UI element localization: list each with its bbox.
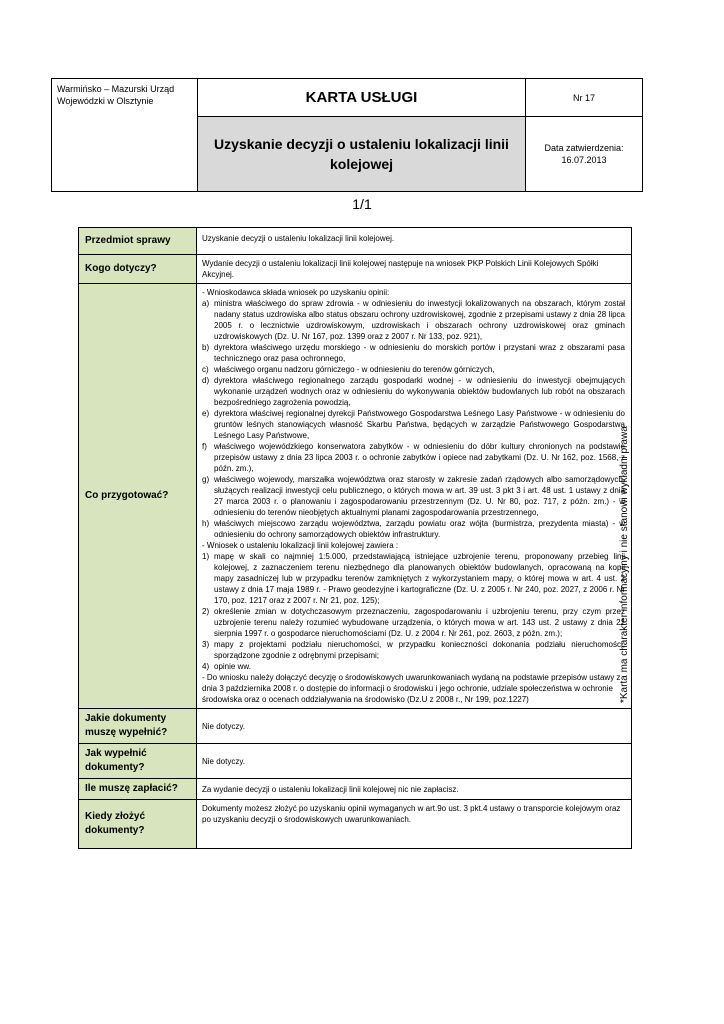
opinion-marker: h)	[202, 519, 210, 528]
environment-note: - Do wniosku należy dołączyć decyzję o środowiskowych uwarunkowaniach wydaną na podstawie przepisów ustawy z dnia 3 października 2008 r. o dostępie do informacji o środowisku i jego ochronie, udziale społeczeństwa w ochronie środowiska oraz o ocenach oddziaływania na środowisko (Dz.U z 2008 r., Nr 199, poz.1227)	[202, 673, 621, 704]
value-fee: Za wydanie decyzji o ustaleniu lokalizacji linii kolejowej nic nie zapłacisz.	[197, 779, 632, 800]
card-number: Nr 17	[526, 79, 642, 117]
prepare-intro: - Wnioskodawca składa wniosek po uzyskaniu opinii:	[202, 288, 390, 297]
opinion-text: właściwego organu nadzoru górniczego - w odniesieniu do terenów górniczych,	[214, 365, 495, 374]
label-prepare: Co przygotować?	[79, 284, 197, 709]
opinion-marker: d)	[202, 376, 210, 385]
application-intro: - Wniosek o ustaleniu lokalizacji linii kolejowej zawiera :	[202, 541, 399, 550]
organization-name: Warmińsko – Mazurski Urząd Wojewódzki w Olsztynie	[52, 79, 198, 191]
approval-date: 16.07.2013	[561, 155, 607, 165]
opinion-marker: a)	[202, 299, 210, 308]
value-when: Dokumenty możesz złożyć po uzyskaniu opinii wymaganych w art.9o ust. 3 pkt.4 ustawy o transporcie kolejowym oraz po uzyskaniu decyzji o środowiskowych uwarunkowaniach.	[197, 800, 632, 849]
side-disclaimer: *Karta ma charakter informacyjny i nie stanowi wykładni prawa	[619, 426, 630, 703]
opinion-item	[202, 408, 625, 441]
opinion-item	[202, 298, 625, 342]
card-title: KARTA USŁUGI	[198, 79, 526, 117]
content-item	[202, 606, 625, 639]
opinion-text: dyrektora właściwej regionalnej dyrekcji Państwowego Gospodarstwa Leśnego Lasy Państwowe - w odniesieniu do gruntów leśnych stanowiących własność Skarbu Państwa, będących w zarządzie Państwowego Gospodarstwa Leśnego Lasy Państwowe,	[214, 409, 625, 440]
row-docs-fill	[79, 709, 632, 744]
value-who: Wydanie decyzji o ustaleniu lokalizacji linii kolejowej następuje na wniosek PKP Polskich Linii Kolejowych Spółki Akcyjnej.	[197, 255, 632, 284]
content-text: mapy z projektami podziału nieruchomości, w przypadku konieczności dokonania podziału nieruchomości, sporządzone zgodnie z odrębnymi przepisami;	[214, 640, 625, 660]
opinion-marker: b)	[202, 343, 210, 352]
opinion-text: dyrektora właściwego urzędu morskiego - w odniesieniu do morskich portów i przystani wraz z obszarami pasa technicznego oraz pasa ochronnego,	[214, 343, 625, 363]
label-when: Kiedy złożyć dokumenty?	[79, 800, 197, 849]
service-title: Uzyskanie decyzji o ustaleniu lokalizacji linii kolejowej	[198, 117, 526, 191]
content-marker: 1)	[202, 552, 210, 561]
value-docs-fill: Nie dotyczy.	[197, 709, 632, 744]
row-when	[79, 800, 632, 849]
opinion-item	[202, 342, 625, 364]
opinion-text: dyrektora właściwego regionalnego zarządu gospodarki wodnej - w odniesieniu do inwestycji obejmujących wykonanie urządzeń wodnych oraz w odniesieniu do wykonywania obiektów budowlanych lub robót na obszarach bezpośredniego zagrożenia powodzią,	[214, 376, 625, 407]
label-who: Kogo dotyczy?	[79, 255, 197, 284]
opinion-marker: g)	[202, 475, 210, 484]
value-subject: Uzyskanie decyzji o ustaleniu lokalizacji linii kolejowej.	[197, 228, 632, 255]
opinion-item	[202, 474, 625, 518]
opinion-item	[202, 441, 625, 474]
approval-date-cell	[526, 117, 642, 191]
opinion-item	[202, 364, 625, 375]
service-info-table	[78, 227, 632, 849]
content-text: określenie zmian w dotychczasowym przeznaczeniu, zagospodarowaniu i uzbrojeniu terenu, przy czym przez uzbrojenie terenu należy rozumieć wybudowane urządzenia, o których mowa w art. 143 ust. 2 ustawy z dnia 21 sierpnia 1997 r. o gospodarce nieruchomościami (Dz. U. z 2004 r. Nr 261, poz. 2603, z późn. zm.);	[214, 607, 625, 638]
opinion-marker: f)	[202, 442, 207, 451]
value-how-fill: Nie dotyczy.	[197, 744, 632, 779]
content-marker: 3)	[202, 640, 210, 649]
opinion-text: właściwego wojewody, marszałka województwa oraz starosty w zakresie zadań rządowych albo samorządowych, służących realizacji inwestycji celu publicznego, o których mowa w art. 39 ust. 3 pkt 3 i art. 48 ust. 1 ustawy z dnia 27 marca 2003 r. o planowaniu i zagospodarowaniu przestrzennym (Dz. U. Nr 80, poz. 717, z późn. zm.) - w odniesieniu do terenów nieobjętych aktualnymi planami zagospodarowania przestrzennego,	[214, 475, 625, 517]
opinion-text: właściwych miejscowo zarządu województwa, zarządu powiatu oraz wójta (burmistrza, prezydenta miasta) - w odniesieniu do ochrony samorządowych obiektów infrastruktury.	[214, 519, 625, 539]
row-who	[79, 255, 632, 284]
label-how-fill: Jak wypełnić dokumenty?	[79, 744, 197, 779]
content-item	[202, 551, 625, 606]
opinion-item	[202, 375, 625, 408]
opinion-marker: e)	[202, 409, 210, 418]
row-prepare	[79, 284, 632, 709]
approval-label: Data zatwierdzenia:	[544, 143, 624, 153]
contents-list	[202, 551, 625, 672]
opinion-item	[202, 518, 625, 540]
label-fee: Ile muszę zapłacić?	[79, 779, 197, 800]
label-subject: Przedmiot sprawy	[79, 228, 197, 255]
header-table	[51, 78, 643, 192]
opinions-list	[202, 298, 625, 540]
content-text: mapę w skali co najmniej 1:5.000, przedstawiającą istniejące uzbrojenie terenu, proponowany przebieg linii kolejowej, z zaznaczeniem terenu niezbędnego dla planowanych obiektów budowlanych, opracowaną na kopii mapy zasadniczej lub w przypadku terenów zamkniętych z wykorzystaniem mapy, o której mowa w art. 4 ust. 2 ustawy z dnia 17 maja 1989 r. - Prawo geodezyjne i kartograficzne (Dz. U. z 2005 r. Nr 240, poz. 2027, z 2006 r. Nr 170, poz. 1217 oraz z 2007 r. Nr 21, poz. 125);	[214, 552, 625, 605]
opinion-text: właściwego wojewódzkiego konserwatora zabytków - w odniesieniu do dóbr kultury chronionych na podstawie przepisów ustawy z dnia 23 lipca 2003 r. o ochronie zabytków i opiece nad zabytkami (Dz. U. Nr 162, poz. 1568, z późn. zm.),	[214, 442, 625, 473]
content-item	[202, 661, 625, 672]
label-docs-fill: Jakie dokumenty muszę wypełnić?	[79, 709, 197, 744]
row-how-fill	[79, 744, 632, 779]
row-subject	[79, 228, 632, 255]
content-marker: 4)	[202, 662, 210, 671]
row-fee	[79, 779, 632, 800]
page-number: 1/1	[352, 196, 372, 212]
content-item	[202, 639, 625, 661]
opinion-marker: c)	[202, 365, 209, 374]
content-text: opinie ww.	[214, 662, 251, 671]
value-prepare	[197, 284, 632, 709]
content-marker: 2)	[202, 607, 210, 616]
opinion-text: ministra właściwego do spraw zdrowia - w odniesieniu do inwestycji lokalizowanych na obszarach, którym został nadany status uzdrowiska albo status obszaru ochrony uzdrowiskowej, zgodnie z przepisami ustawy z dnia 28 lipca 2005 r. o lecznictwie uzdrowiskowym, uzdrowiskach i obszarach ochrony uzdrowiskowej oraz gminach uzdrowiskowych (Dz. U. Nr 167, poz. 1399 oraz z 2007 r. Nr 133, poz. 921),	[214, 299, 625, 341]
